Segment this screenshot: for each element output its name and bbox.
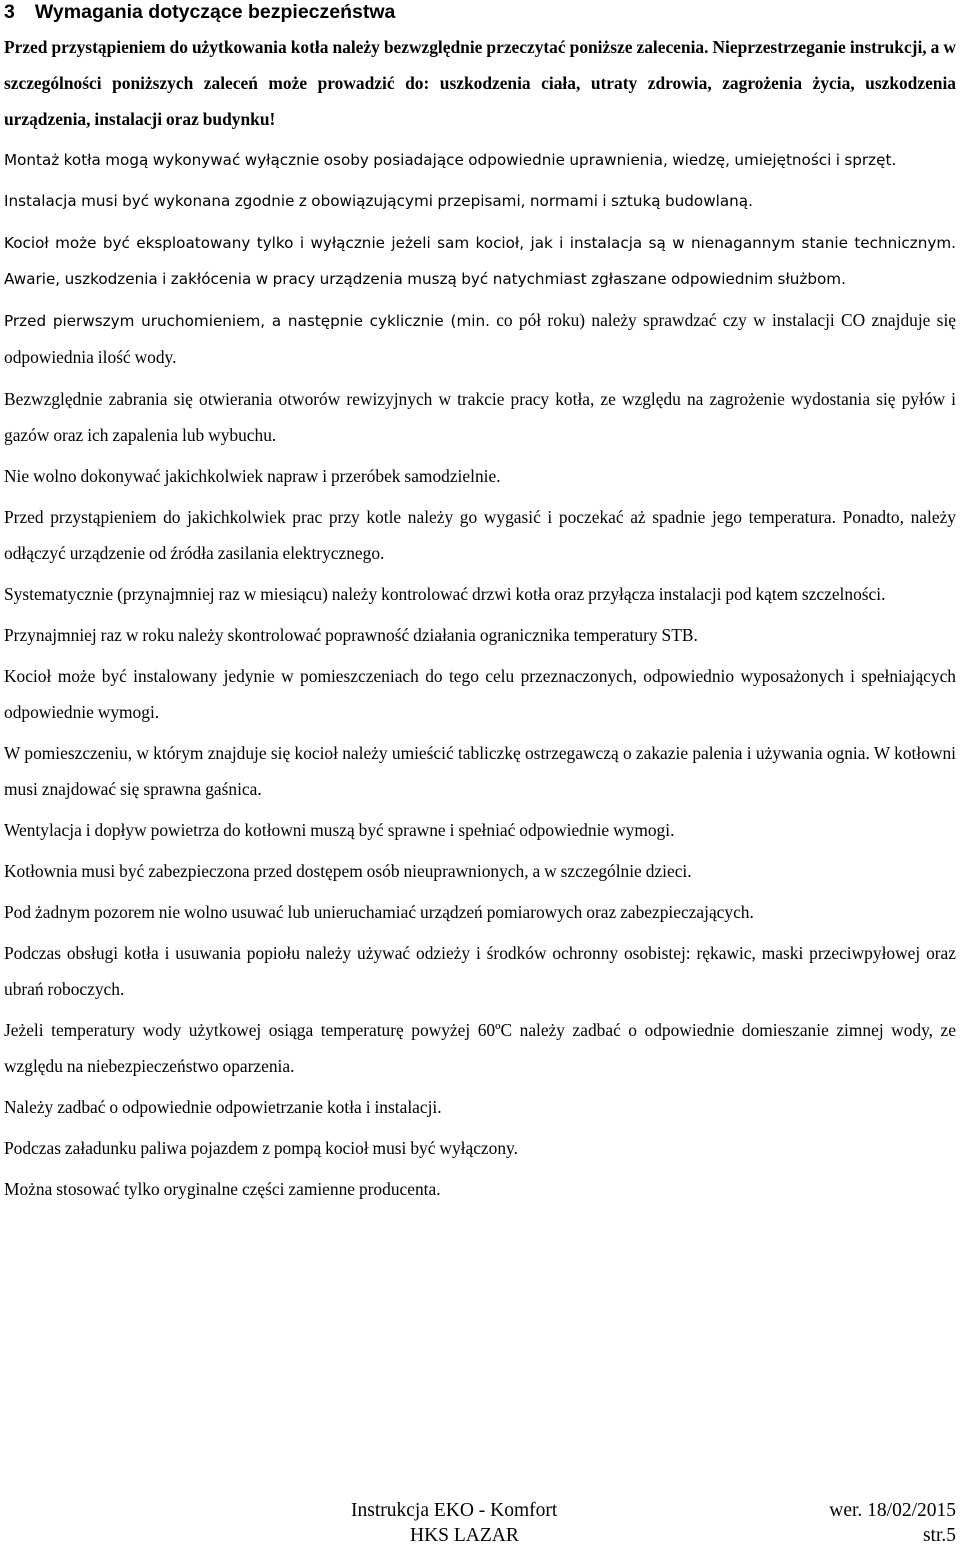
paragraph-inspection-openings: Bezwzględnie zabrania się otwierania otworów rewizyjnych w trakcie pracy kotła, ze względu na zagrożenie wydostania się pyłów i gazów oraz ich zapalenia lub wybuchu.: [4, 389, 956, 445]
paragraph-technical-condition-part1: Kocioł może być eksploatowany tylko i wyłącznie jeżeli sam kocioł, jak i instalacja są w nienagannym stanie technicznym.: [4, 234, 956, 252]
paragraph-venting: Należy zadbać o odpowiednie odpowietrzanie kotła i instalacji.: [4, 1097, 442, 1117]
paragraph-spare-parts: Można stosować tylko oryginalne części zamienne producenta.: [4, 1179, 441, 1199]
paragraph-technical-condition-part3: Awarie, uszkodzenia i zakłócenia w pracy urządzenia muszą być natychmiast zgłaszane odpowiednim służbom.: [4, 270, 846, 288]
footer-page-number: str.5: [922, 1525, 956, 1546]
paragraph-hot-water: Jeżeli temperatury wody użytkowej osiąga temperaturę powyżej 60ºC należy zadbać o odpowiednie domieszanie zimnej wody, ze względu na niebezpieczeństwo oparzenia.: [4, 1020, 956, 1076]
paragraph-water-check: [4, 302, 956, 376]
paragraph-water-check-part2: co pół roku) należy sprawdzać czy w instalacji CO znajduje się odpowiednia ilość wody.: [4, 310, 956, 367]
paragraph-access-protection: Kotłownia musi być zabezpieczona przed dostępem osób nieuprawnionych, a w szczególnie dzieci.: [4, 861, 692, 881]
paragraph-before-work: Przed przystąpieniem do jakichkolwiek prac przy kotle należy go wygasić i poczekać aż spadnie jego temperatura. Ponadto, należy odłączyć urządzenie od źródła zasilania elektrycznego.: [4, 507, 956, 563]
paragraph-protective-equipment: Podczas obsługi kotła i usuwania popiołu należy używać odzieży i środków ochronny osobistej: rękawic, maski przeciwpyłowej oraz ubrań roboczych.: [4, 943, 956, 999]
paragraph-installation-regulations: Instalacja musi być wykonana zgodnie z obowiązującymi przepisami, normami i sztuką budowlaną.: [4, 192, 753, 210]
section-title: Wymagania dotyczące bezpieczeństwa: [34, 1, 396, 23]
section-number: 3: [4, 1, 15, 23]
page-footer: [0, 1498, 960, 1550]
paragraph-water-check-part1: Przed pierwszym uruchomieniem, a następnie cyklicznie (min.: [4, 312, 490, 330]
paragraph-warning-sign: W pomieszczeniu, w którym znajduje się kocioł należy umieścić tabliczkę ostrzegawczą o zakazie palenia i używania ognia. W kotłowni musi znajdować się sprawna gaśnica.: [4, 743, 956, 799]
paragraph-no-repairs: Nie wolno dokonywać jakichkolwiek napraw i przeróbek samodzielnie.: [4, 466, 501, 486]
footer-document-title: Instrukcja EKO - Komfort: [351, 1500, 558, 1521]
paragraph-room-requirements: Kocioł może być instalowany jedynie w pomieszczeniach do tego celu przeznaczonych, odpowiednio wyposażonych i spełniających odpowiednie wymogi.: [4, 666, 956, 722]
paragraph-installation-qualifications: Montaż kotła mogą wykonywać wyłącznie osoby posiadające odpowiednie uprawnienia, wiedzę, umiejętności i sprzęt.: [4, 151, 897, 169]
footer-company: HKS LAZAR: [410, 1525, 519, 1546]
paragraph-tightness-check: Systematycznie (przynajmniej raz w miesiącu) należy kontrolować drzwi kotła oraz przyłącza instalacji pod kątem szczelności.: [4, 584, 886, 604]
paragraph-fuel-loading: Podczas załadunku paliwa pojazdem z pompą kocioł musi być wyłączony.: [4, 1138, 518, 1158]
intro-warning-paragraph: Przed przystąpieniem do użytkowania kotła należy bezwzględnie przeczytać poniższe zalecenia. Nieprzestrzeganie instrukcji, a w szczególności poniższych zaleceń może prowadzić do: uszkodzenia ciała, utraty zdrowia, zagrożenia życia, uszkodzenia urządzenia, instalacji oraz budynku!: [4, 37, 956, 129]
paragraph-technical-condition: [4, 224, 956, 297]
paragraph-measuring-devices: Pod żadnym pozorem nie wolno usuwać lub unieruchamiać urządzeń pomiarowych oraz zabezpieczających.: [4, 902, 754, 922]
footer-version: wer. 18/02/2015: [829, 1500, 956, 1521]
paragraph-ventilation: Wentylacja i dopływ powietrza do kotłowni muszą być sprawne i spełniać odpowiednie wymogi.: [4, 820, 675, 840]
section-heading: [4, 0, 395, 24]
paragraph-stb-check: Przynajmniej raz w roku należy skontrolować poprawność działania ogranicznika temperatury STB.: [4, 625, 698, 645]
section-body: [4, 29, 956, 1212]
